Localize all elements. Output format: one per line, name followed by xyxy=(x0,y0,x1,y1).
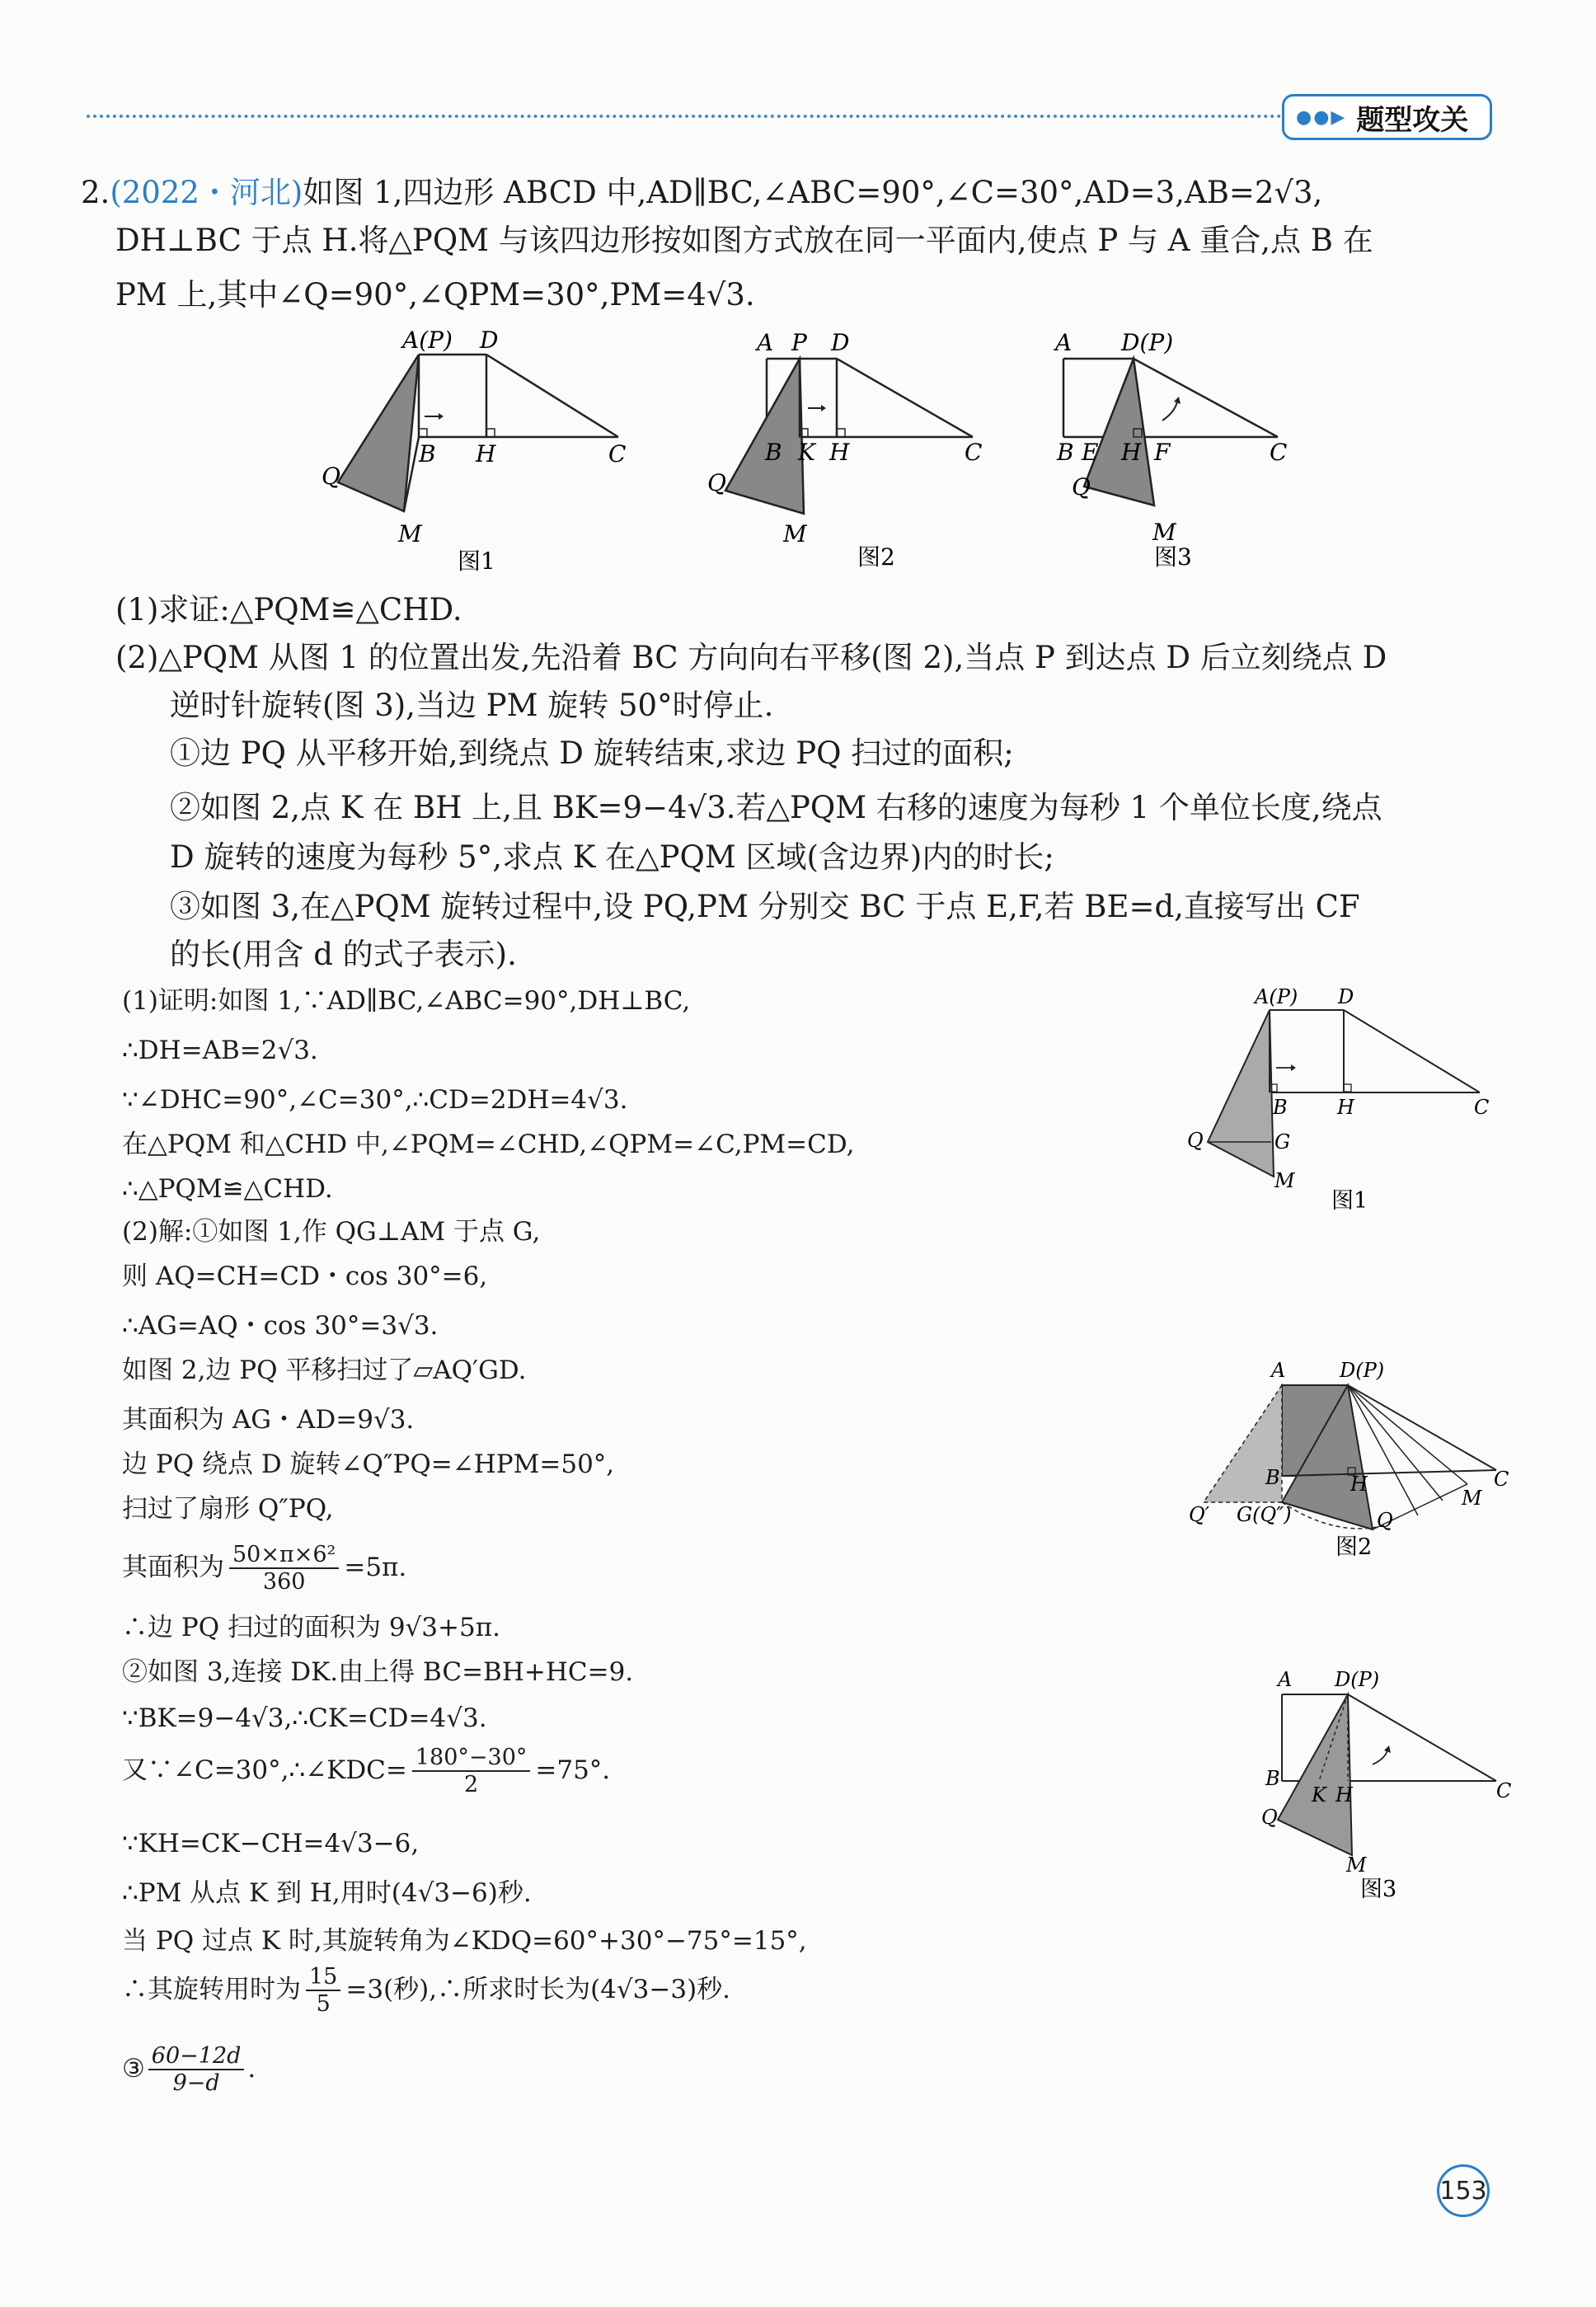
fig3-label-H: H xyxy=(1121,439,1142,466)
solution-figure-2 xyxy=(1187,1352,1517,1583)
fig2-label-B: B xyxy=(765,439,782,466)
question-2-2-line-2: D 旋转的速度为每秒 5°,求点 K 在△PQM 区域(含边界)内的时长; xyxy=(170,839,1054,875)
figure-2 xyxy=(692,326,1006,581)
sfig2-label-GQdoubleprime: G(Q″) xyxy=(1237,1503,1292,1526)
area-prefix: 其面积为 xyxy=(122,1553,224,1583)
figure-1 xyxy=(313,326,635,581)
solution-line-4: 在△PQM 和△CHD 中,∠PQM=∠CHD,∠QPM=∠C,PM=CD, xyxy=(122,1130,855,1159)
solution-line-1: (1)证明:如图 1,∵AD∥BC,∠ABC=90°,DH⊥BC, xyxy=(122,986,691,1016)
sfig1-label-Q: Q xyxy=(1187,1129,1204,1152)
sfig1-label-B: B xyxy=(1273,1096,1288,1119)
sfig3-label-K: K xyxy=(1312,1783,1326,1807)
sfig3-label-A: A xyxy=(1278,1668,1293,1691)
area-suffix: =5π. xyxy=(344,1553,407,1583)
ans3-prefix: ③ xyxy=(122,2054,145,2084)
arrow-dots-icon: ●●▶ xyxy=(1296,106,1347,128)
question-2-1: ①边 PQ 从平移开始,到绕点 D 旋转结束,求边 PQ 扫过的面积; xyxy=(170,735,1014,771)
ans3-suffix: . xyxy=(247,2054,256,2084)
area-numerator: 50×π×6² xyxy=(229,1542,339,1569)
question-2-3-line-1: ③如图 3,在△PQM 旋转过程中,设 PQ,PM 分别交 BC 于点 E,F,若 BE=d,直接写出 CF xyxy=(170,889,1360,924)
sfig2-label-Q: Q xyxy=(1377,1509,1393,1532)
fig3-label-C: C xyxy=(1270,439,1288,466)
ans3-numerator: 60−12d xyxy=(148,2043,245,2070)
sector-area-line xyxy=(122,1542,406,1595)
sfig2-label-A: A xyxy=(1271,1359,1286,1382)
question-2-3-line-2: 的长(用含 d 的式子表示). xyxy=(170,937,517,972)
fig2-label-H: H xyxy=(829,439,850,466)
solution-line-3: ∵∠DHC=90°,∠C=30°,∴CD=2DH=4√3. xyxy=(122,1085,628,1115)
solution-line-5: ∴△PQM≌△CHD. xyxy=(122,1174,333,1204)
fig3-label-B: B xyxy=(1057,439,1074,466)
time-fraction xyxy=(306,1964,340,2017)
sfig1-label-AP: A(P) xyxy=(1255,985,1298,1008)
solution-line-17: ∴PM 从点 K 到 H,用时(4√3−6)秒. xyxy=(122,1878,532,1908)
fig2-label-Q: Q xyxy=(707,469,726,496)
problem-line-1 xyxy=(81,175,1322,211)
sfig3-label-M: M xyxy=(1346,1854,1367,1877)
fig2-label-C: C xyxy=(965,439,983,466)
section-badge xyxy=(1282,94,1492,140)
sfig3-label-C: C xyxy=(1496,1779,1512,1802)
solution-line-8: ∴AG=AQ・cos 30°=3√3. xyxy=(122,1311,439,1341)
solution-line-7: 则 AQ=CH=CD・cos 30°=6, xyxy=(122,1262,488,1291)
sfig3-label-H: H xyxy=(1335,1783,1353,1807)
fig3-label-A: A xyxy=(1055,329,1073,356)
sfig1-caption: 图1 xyxy=(1331,1188,1368,1214)
solution-line-10: 其面积为 AG・AD=9√3. xyxy=(122,1405,415,1435)
fig1-label-B: B xyxy=(419,440,436,468)
ans3-denominator: 9−d xyxy=(172,2070,220,2097)
fig2-label-P: P xyxy=(791,329,807,356)
solution-line-15: ∵BK=9−4√3,∴CK=CD=4√3. xyxy=(122,1703,487,1733)
sfig2-label-Qprime: Q′ xyxy=(1189,1503,1210,1526)
time-suffix: =3(秒),∴所求时长为(4√3−3)秒. xyxy=(345,1975,731,2005)
sfig1-label-D: D xyxy=(1338,985,1354,1008)
solution-line-14: ②如图 3,连接 DK.由上得 BC=BH+HC=9. xyxy=(122,1657,634,1687)
area-denominator: 360 xyxy=(262,1569,306,1595)
kdc-numerator: 180°−30° xyxy=(412,1745,531,1772)
kdc-denominator: 2 xyxy=(464,1772,479,1798)
sfig1-label-H: H xyxy=(1337,1096,1354,1119)
question-2-line-2: 逆时针旋转(图 3),当边 PM 旋转 50°时停止. xyxy=(170,688,774,723)
fig2-label-K: K xyxy=(798,439,815,466)
solution-line-18: 当 PQ 过点 K 时,其旋转角为∠KDQ=60°+30°−75°=15°, xyxy=(122,1926,807,1956)
time-prefix: ∴其旋转用时为 xyxy=(122,1975,301,2005)
kdc-suffix: =75°. xyxy=(535,1755,611,1786)
solution-line-11: 边 PQ 绕点 D 旋转∠Q″PQ=∠HPM=50°, xyxy=(122,1450,615,1479)
sfig1-label-C: C xyxy=(1474,1096,1490,1119)
solution-figure-3 xyxy=(1249,1661,1521,1909)
stem-text-2: DH⊥BC 于点 H.将△PQM 与该四边形按如图方式放在同一平面内,使点 P 与 A 重合,点 B 在 xyxy=(115,223,1373,258)
fig1-caption: 图1 xyxy=(458,547,495,575)
sfig3-label-Q: Q xyxy=(1261,1806,1278,1829)
sfig1-label-M: M xyxy=(1274,1169,1295,1192)
time-line xyxy=(122,1964,730,2017)
solution-line-2: ∴DH=AB=2√3. xyxy=(122,1036,318,1065)
solution-line-9: 如图 2,边 PQ 平移扫过了▱AQ′GD. xyxy=(122,1356,527,1385)
fig1-label-Q: Q xyxy=(322,463,340,490)
fig1-label-M: M xyxy=(398,520,422,547)
sfig2-label-H: H xyxy=(1350,1473,1368,1496)
sfig1-label-G: G xyxy=(1274,1130,1291,1154)
fig3-caption: 图3 xyxy=(1154,543,1192,571)
fig1-label-H: H xyxy=(476,440,496,468)
time-denominator: 5 xyxy=(316,1991,331,2018)
question-2-2-line-1: ②如图 2,点 K 在 BH 上,且 BK=9−4√3.若△PQM 右移的速度为每秒 1 个单位长度,绕点 xyxy=(170,790,1382,825)
fig2-label-D: D xyxy=(831,329,850,356)
fig3-label-Q: Q xyxy=(1072,473,1091,500)
sfig3-label-B: B xyxy=(1265,1767,1280,1790)
sfig3-label-DP: D(P) xyxy=(1335,1668,1380,1691)
fig1-label-AP: A(P) xyxy=(402,327,453,354)
solution-figure-1 xyxy=(1171,985,1500,1229)
time-numerator: 15 xyxy=(306,1964,340,1991)
page-number: 153 xyxy=(1437,2164,1490,2217)
problem-source: (2022・河北) xyxy=(110,175,303,210)
header-dotted-rule xyxy=(87,115,1282,118)
answer-3-line xyxy=(122,2043,256,2096)
fig2-label-M: M xyxy=(783,520,807,547)
solution-line-13: ∴边 PQ 扫过的面积为 9√3+5π. xyxy=(122,1613,500,1642)
figure-3 xyxy=(1039,326,1303,581)
fig2-caption: 图2 xyxy=(857,543,895,571)
area-fraction xyxy=(229,1542,339,1595)
problem-number: 2. xyxy=(81,175,110,210)
solution-line-6: (2)解:①如图 1,作 QG⊥AM 于点 G, xyxy=(122,1217,541,1247)
fig3-label-F: F xyxy=(1154,439,1171,466)
question-1: (1)求证:△PQM≌△CHD. xyxy=(115,592,462,627)
fig2-label-A: A xyxy=(757,329,774,356)
fig3-label-M: M xyxy=(1152,519,1176,546)
fig3-label-DP: D(P) xyxy=(1121,329,1174,356)
sfig2-label-C: C xyxy=(1494,1468,1509,1491)
fig3-label-E: E xyxy=(1082,439,1099,466)
stem-text-1: 如图 1,四边形 ABCD 中,AD∥BC,∠ABC=90°,∠C=30°,AD=3,AB=2√3, xyxy=(303,175,1323,210)
solution-line-16: ∵KH=CK−CH=4√3−6, xyxy=(122,1829,420,1858)
question-2-line-1: (2)△PQM 从图 1 的位置出发,先沿着 BC 方向向右平移(图 2),当点 P 到达点 D 后立刻绕点 D xyxy=(115,640,1387,675)
kdc-prefix: 又∵∠C=30°,∴∠KDC= xyxy=(122,1755,407,1786)
stem-text-3: PM 上,其中∠Q=90°,∠QPM=30°,PM=4√3. xyxy=(115,277,755,312)
kdc-line xyxy=(122,1745,610,1797)
fig1-label-D: D xyxy=(480,327,499,354)
sfig3-caption: 图3 xyxy=(1360,1877,1397,1902)
sfig2-label-M: M xyxy=(1462,1487,1482,1510)
sfig2-caption: 图2 xyxy=(1335,1534,1373,1560)
fig1-label-C: C xyxy=(608,440,627,468)
sfig2-label-DP: D(P) xyxy=(1340,1359,1385,1382)
kdc-fraction xyxy=(412,1745,531,1797)
ans3-fraction xyxy=(148,2043,245,2096)
solution-line-12: 扫过了扇形 Q″PQ, xyxy=(122,1494,334,1524)
section-title: 题型攻关 xyxy=(1356,103,1469,137)
sfig2-label-B: B xyxy=(1265,1466,1280,1489)
